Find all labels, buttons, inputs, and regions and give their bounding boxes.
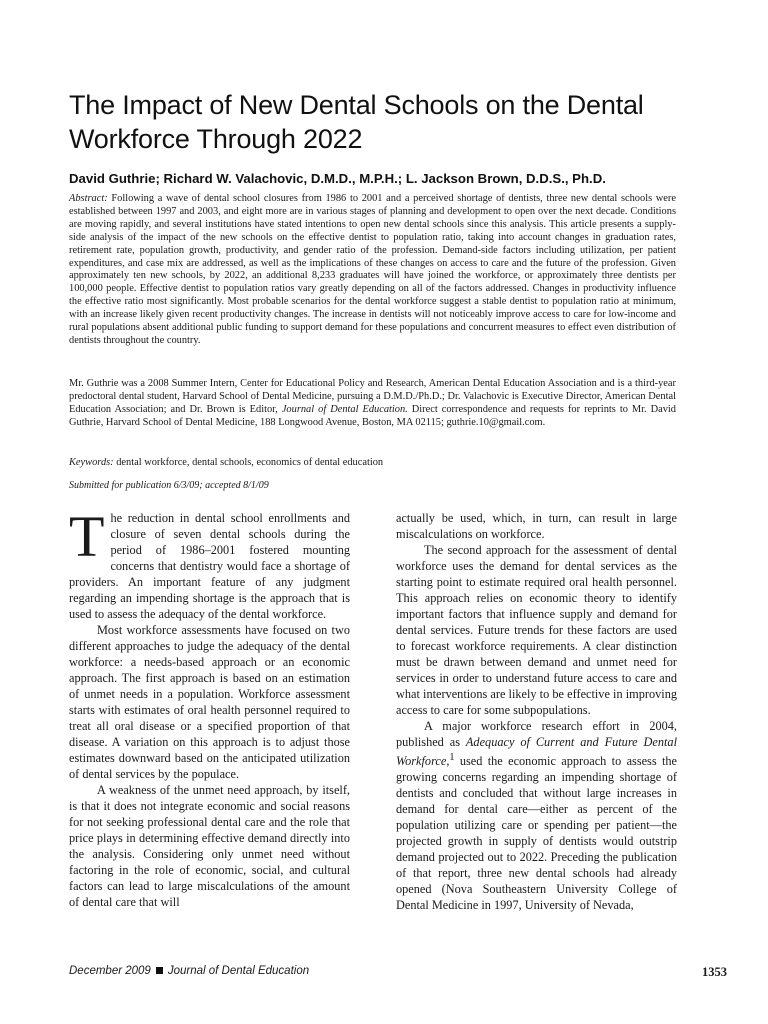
cited-report-title: Adequacy of Current and Future Dental Workforce, [396,735,678,769]
author-affiliations [69,377,676,429]
body-paragraph-2: Most workforce assessments have focused on two different approaches to judge the adequacy of the dental workforce: a needs-based approach or an economic approach. The first approach is based on an estimation of unmet needs in a population. Workforce assessment starts with estimates of oral health personnel required to treat all oral disease or a specified proportion of that disease. A variation on this approach is to adjust those estimates downward based on the anticipated utilization of dental services by the populace. [69,623,350,781]
body-paragraph-3: A weakness of the unmet need approach, by itself, is that it does not integrate economic and social reasons for not seeking professional dental care and the role that price plays in determining effective demand directly into the analysis. Considering only unmet need without factoring in the role of economic, social, and cultural factors can lead to large miscalculations of the amount of dental care that will [69,783,350,909]
body-column-right [396,510,677,913]
footer-journal-name: Journal of Dental Education [167,965,310,977]
body-paragraph-continued: actually be used, which, in turn, can result in large miscalculations on workforce. [396,511,677,541]
abstract [69,193,676,348]
body-paragraph-4: The second approach for the assessment of dental workforce uses the demand for dental services as the starting point to estimate required oral health personnel. This approach relies on economic theory to identify important factors that influence supply and demand for dental services. Future trends for these factors are used to forecast workforce requirements. A clear distinction must be drawn between demand and unmet need for services in order to understand future access to care and what interventions are likely to be effective in improving access to care for some subpopulations. [396,543,677,717]
citation-superscript[interactable]: 1 [449,752,455,763]
submission-dates: Submitted for publication 6/3/09; accepted 8/1/09 [69,480,269,491]
article-title: The Impact of New Dental Schools on the Dental Workforce Through 2022 [69,90,644,154]
author-list: David Guthrie; Richard W. Valachovic, D.M.D., M.P.H.; L. Jackson Brown, D.D.S., Ph.D. [69,171,606,186]
affiliation-text-start: Mr. Guthrie was a 2008 Summer Intern, Center for Educational Policy and Research, American Dental Education Association and is a third-year predoctoral dental student, Harvard School of Dental Medicine, pursuing a D.M.D./Ph.D.; Dr. Valachovic is Executive Director, American Dental Education Association; and Dr. Brown is Editor, [69,378,676,416]
body-paragraph-1-text: he reduction in dental school enrollments and closure of seven dental schools during the period of 1986–2001 fostered mounting concerns that dentistry would face a shortage of providers. An important feature of any judgment regarding an impending shortage is the approach that is used to assess the adequacy of the dental workforce. [69,511,350,621]
body-column-left [69,504,350,910]
square-bullet-icon [156,967,163,974]
body-paragraph-5 [396,718,677,913]
body-paragraph-1 [69,504,350,622]
paragraph-5-text-end: used the economic approach to assess the growing concerns regarding an impending shortage of dentists and concluded that without large increases in demand for dental care—either as percent of the population utilizing care or spending per patient—the projected growth in supply of dentists would outstrip demand projected out to 2022. Preceding the publication of that report, three new dental schools had already opened (Nova Southeastern University College of Dental Medicine in 1997, University of Nevada, [396,754,677,913]
drop-cap: T [69,504,105,569]
abstract-text: Following a wave of dental school closures from 1986 to 2001 and a perceived shortage of dentists, three new dental schools were established between 1997 and 2003, and eight more are in various stages of planning and development to open over the next decade. Conditions are moving rapidly, and several institutions have stated intentions to open new dental schools since this analysis. This article presents a supply-side analysis of the impact of the new schools on the effective dentist to population ratio, taking into account changes in graduation rates, retirement rate, population growth, productivity, and gender ratio of the profession. Demand-side factors including utilization, per patient expenditures, and case mix are addressed, as well as the implications of these changes on access to care and the future of the profession. Given approximately ten new schools, by 2022, an additional 8,233 graduates will have joined the workforce, or approximately three dentists per 100,000 people. Effective dentist to population ratios vary greatly depending on all of the factors addressed. Changes in productivity influence the effective ratio most significantly. Most probable scenarios for the dental workforce suggest a stable dentist to population ratio at minimum, with an increase likely given recent productivity changes. The increase in dentists will not noticeably improve access to care for low-income and rural populations absent additional public funding to support demand for these populations and concurrent measures to effect even distribution of dentists throughout the country. [69,193,676,346]
page-number: 1353 [702,965,727,979]
keywords-label: Keywords: [69,457,114,468]
page-footer [69,965,727,977]
keywords-text: dental workforce, dental schools, economics of dental education [113,457,384,468]
affiliation-text-end: Direct correspondence and requests for reprints to Mr. David Guthrie, Harvard School of Dental Medicine, 188 Longwood Avenue, Boston, MA 02115; guthrie.10@gmail.com. [69,404,676,429]
footer-date: December 2009 [69,965,151,977]
affiliation-journal-name: Journal of Dental Education. [281,404,408,416]
keywords [69,456,676,469]
paragraph-5-text-start: A major workforce research effort in 2004, published as [396,719,677,749]
abstract-label: Abstract: [69,193,108,204]
